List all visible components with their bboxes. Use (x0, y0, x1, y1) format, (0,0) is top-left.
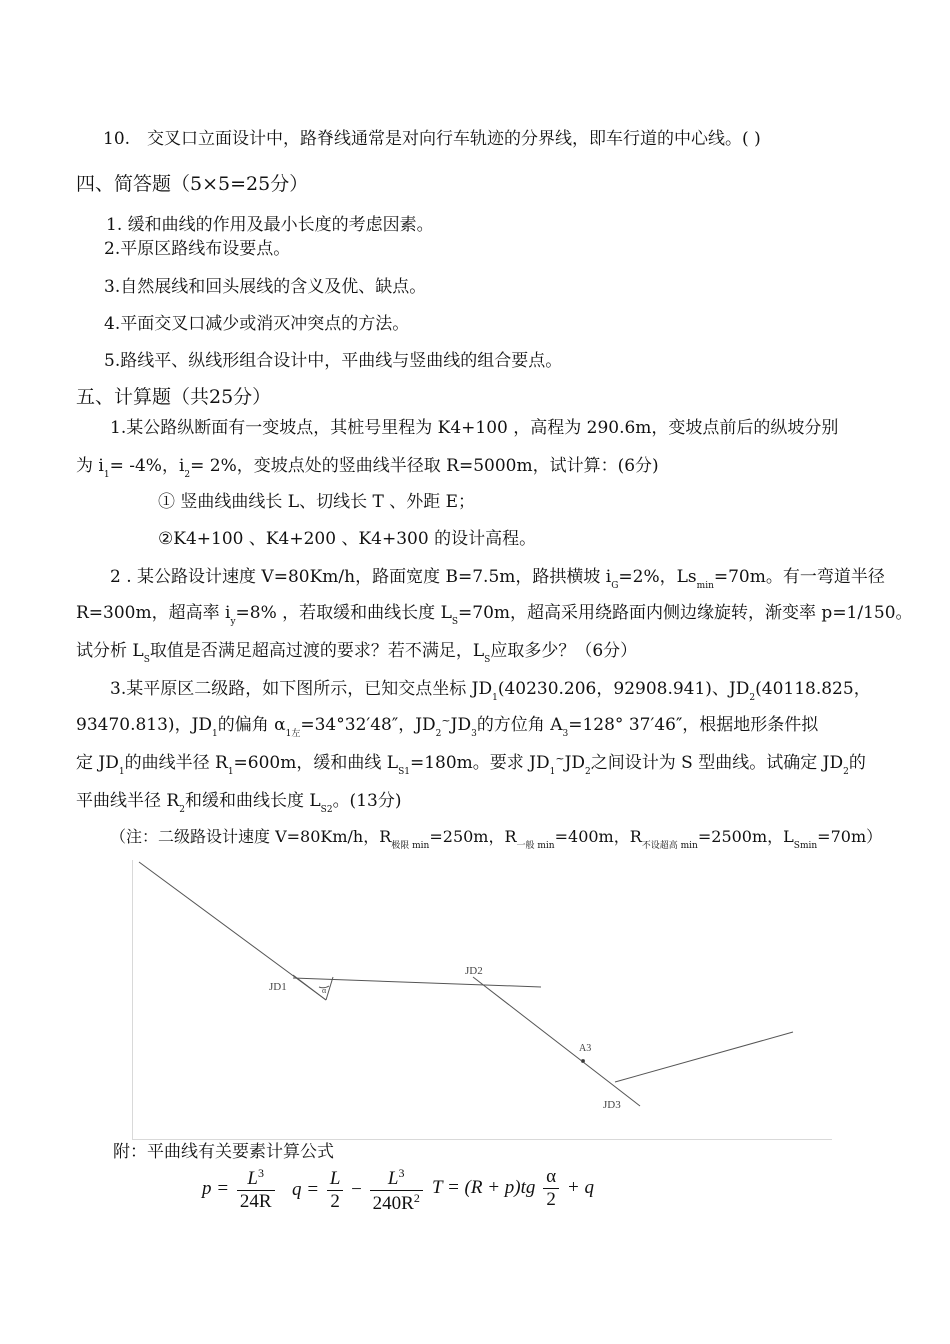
appendix-label: 附：平曲线有关要素计算公式 (113, 1142, 334, 1162)
denominator (237, 1191, 275, 1213)
calc-1-item-1: ① 竖曲线曲线长 L、切线长 T 、外距 E； (158, 492, 476, 512)
denominator: 2 (330, 1191, 340, 1212)
numerator (370, 1166, 423, 1191)
short-answer-5: 5.路线平、纵线形组合设计中，平曲线与竖曲线的组合要点。 (104, 351, 563, 371)
alignment-segment-jd3-end (615, 1032, 793, 1082)
subscript: 2 (435, 729, 442, 739)
subscript: 极限 min (391, 841, 430, 851)
route-alignment-diagram (133, 860, 833, 1140)
formula-text: + q (566, 1176, 594, 1198)
text: JD (450, 715, 472, 735)
subscript: 2 (749, 693, 756, 703)
numerator: α (543, 1166, 559, 1189)
text: 。(13分) (332, 791, 402, 811)
subscript: 一般 min (516, 841, 555, 851)
formula-text: p = (202, 1177, 230, 1199)
fraction (543, 1166, 559, 1211)
text: JD (564, 753, 586, 773)
formula-text: − (351, 1178, 362, 1200)
calc-1-line-2 (76, 454, 659, 478)
text: (40118.825， (755, 679, 871, 699)
calc-2-line-1 (110, 565, 885, 589)
text: 定 JD (76, 753, 119, 773)
question-10: 10. 交叉口立面设计中，路脊线通常是对向行车轨迹的分界线，即车行道的中心线。( ) (103, 129, 761, 149)
exponent: 3 (257, 1166, 264, 1180)
exponent: 2 (413, 1191, 420, 1205)
jd3-label: JD3 (603, 1099, 621, 1111)
text: =250m，R (429, 827, 517, 846)
subscript: y (230, 617, 236, 627)
text: R=300m，超高率 i (76, 603, 231, 623)
text: =600m，缓和曲线 L (233, 753, 399, 773)
calc-2-line-3 (76, 639, 637, 663)
numerator (237, 1166, 275, 1191)
denominator (370, 1191, 423, 1215)
text: =70m） (817, 827, 883, 846)
subscript: 2 (179, 805, 185, 815)
text: 93470.813)，JD (76, 715, 213, 735)
text: （注：二级路设计速度 V=80Km/h，R (110, 827, 392, 846)
text: = 2%，变坡点处的竖曲线半径取 R=5000m，试计算：(6分) (190, 456, 659, 476)
section-4-title: 四、简答题（5×5=25分） (76, 173, 309, 195)
formula-text: T = (R + p)tg (432, 1176, 536, 1198)
tilde: ~ (555, 752, 565, 765)
calc-3-line-2 (76, 713, 818, 737)
text: 为 i (76, 456, 104, 476)
subscript: 1 (549, 767, 556, 777)
fraction (237, 1166, 275, 1213)
text: 的方位角 A (476, 715, 563, 735)
a3-dot (582, 1060, 585, 1063)
text: 3.某平原区二级路，如下图所示，已知交点坐标 JD (110, 679, 493, 699)
calc-2-line-2 (76, 601, 913, 625)
calc-1-item-2: ②K4+100 、K4+200 、K4+300 的设计高程。 (158, 529, 537, 549)
text: 和缓和曲线长度 L (184, 791, 321, 811)
calc-3-note (110, 825, 882, 849)
text: =2%，Ls (618, 567, 697, 587)
formula-text: L (387, 1168, 399, 1189)
subscript: 2 (585, 767, 591, 777)
text: =400m，R (554, 827, 642, 846)
denominator: 2 (546, 1189, 556, 1210)
text: =70m，超高采用绕路面内侧边缘旋转，渐变率 p=1/150。 (458, 603, 913, 623)
calc-3-line-3 (76, 751, 866, 775)
subscript: 不设超高 min (641, 841, 698, 851)
text: =128° 37′46″，根据地形条件拟 (568, 715, 819, 735)
tilde: ~ (441, 714, 451, 727)
a3-label: A3 (579, 1043, 592, 1054)
short-answer-1: 1. 缓和曲线的作用及最小长度的考虑因素。 (106, 215, 434, 235)
short-answer-3: 3.自然展线和回头展线的含义及优、缺点。 (104, 277, 427, 297)
formula-text: 24R (239, 1191, 272, 1212)
jd2-label: JD2 (465, 965, 483, 977)
subscript: 3 (562, 729, 569, 739)
subscript: 1 (212, 729, 218, 739)
text: 试分析 L (76, 641, 144, 661)
fraction (327, 1168, 344, 1213)
route-alignment-figure (132, 860, 832, 1140)
text: 应取多少？（6分） (490, 641, 638, 661)
subscript: S2 (320, 805, 333, 815)
subscript: 1左 (285, 729, 301, 739)
fraction (370, 1166, 423, 1215)
formula-text: 240R (372, 1193, 414, 1214)
formula-t (432, 1166, 594, 1211)
formula-p (202, 1166, 278, 1213)
subscript: min (696, 581, 714, 591)
subscript: S (143, 655, 150, 665)
subscript: 1 (492, 693, 498, 703)
text: =180m。要求 JD (409, 753, 550, 773)
jd1-label: JD1 (269, 981, 287, 993)
text: 之间设计为 S 型曲线。试确定 JD (590, 753, 844, 773)
subscript: 1 (103, 470, 110, 480)
calc-1-line-1: 1.某公路纵断面有一变坡点，其桩号里程为 K4+100 ，高程为 290.6m，变坡点前后的纵坡分别 (110, 418, 839, 438)
subscript: 2 (184, 470, 191, 480)
calc-3-line-4 (76, 789, 401, 813)
text: 平曲线半径 R (76, 791, 180, 811)
short-answer-4: 4.平面交叉口减少或消灭冲突点的方法。 (104, 314, 410, 334)
calc-3-line-1 (110, 677, 871, 701)
alignment-segment-jd2-jd3 (473, 977, 640, 1106)
short-answer-2: 2.平原区路线布设要点。 (104, 239, 291, 259)
formula-text: L (247, 1168, 258, 1189)
text: 取值是否满足超高过渡的要求？若不满足，L (149, 641, 485, 661)
subscript: S (484, 655, 491, 665)
subscript: 3 (471, 729, 477, 739)
section-5-title: 五、计算题（共25分） (76, 386, 272, 408)
subscript: S (451, 617, 459, 627)
formula-q (292, 1166, 426, 1215)
subscript: S1 (398, 767, 410, 777)
subscript: Smin (793, 841, 818, 851)
text: 的 (848, 753, 866, 773)
subscript: 1 (118, 767, 125, 777)
text: (40230.206，92908.941)、JD (497, 679, 750, 699)
exponent: 3 (398, 1166, 405, 1180)
subscript: 1 (227, 767, 234, 777)
text: =70m。有一弯道半径 (713, 567, 885, 587)
text: =8% ，若取缓和曲线长度 L (235, 603, 452, 623)
subscript: G (611, 581, 619, 591)
text: 2 . 某公路设计速度 V=80Km/h，路面宽度 B=7.5m，路拱横坡 i (110, 567, 612, 587)
numerator: L (327, 1168, 344, 1191)
text: =2500m，L (697, 827, 794, 846)
text: 的曲线半径 R (124, 753, 228, 773)
subscript: 2 (843, 767, 849, 777)
alpha-label: α (322, 986, 327, 995)
text: 的偏角 α (217, 715, 286, 735)
text: =34°32′48″，JD (300, 715, 436, 735)
text: = -4%，i (109, 456, 185, 476)
jd1-angle-line (326, 977, 333, 1000)
formula-text: q = (292, 1178, 320, 1200)
